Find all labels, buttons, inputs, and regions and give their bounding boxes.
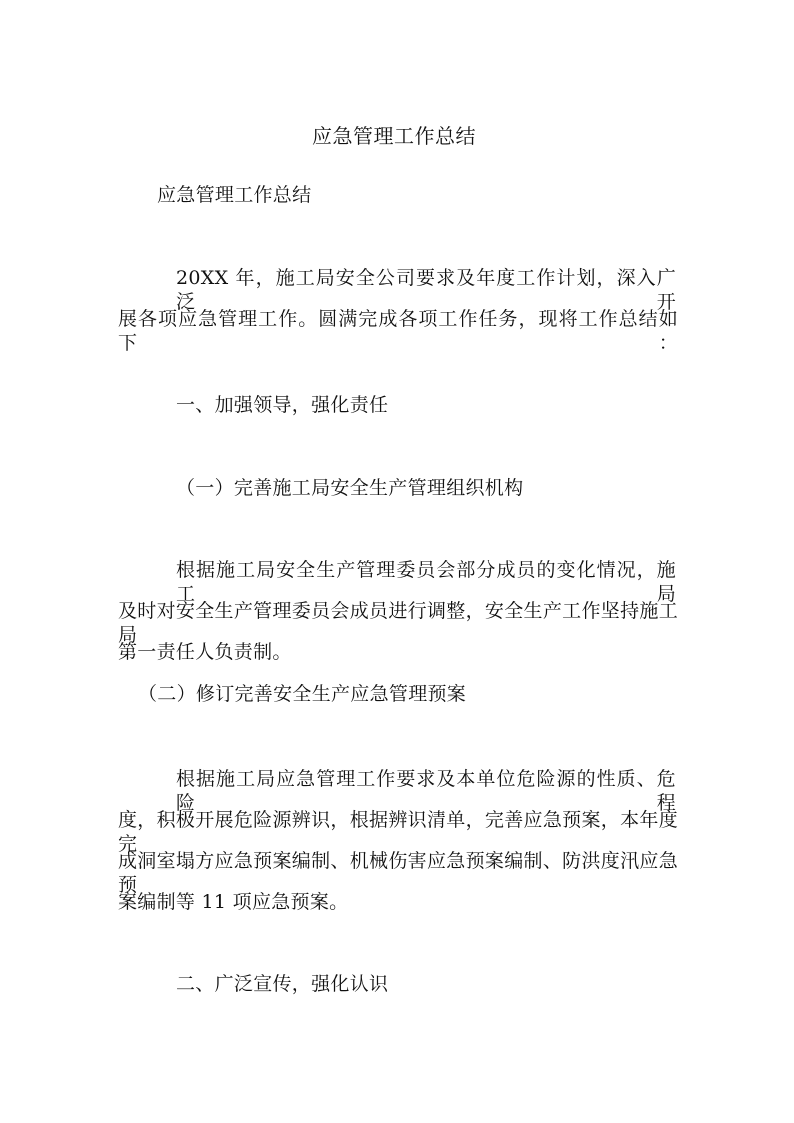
section-1-sub-2-heading: （二）修订完善安全生产应急管理预案: [138, 683, 467, 705]
section-1-sub-2-line-3: 成洞室塌方应急预案编制、机械伤害应急预案编制、防洪度汛应急预: [118, 850, 678, 896]
section-1-heading: 一、加强领导，强化责任: [176, 394, 389, 416]
section-1-sub-1-line-2: 及时对安全生产管理委员会成员进行调整，安全生产工作坚持施工局: [118, 600, 678, 646]
section-2-heading: 二、广泛宣传，强化认识: [176, 973, 389, 995]
document-title: 应急管理工作总结: [312, 124, 476, 148]
section-1-sub-1-heading: （一）完善施工局安全生产管理组织机构: [176, 477, 524, 499]
section-1-sub-1-line-1: 根据施工局安全生产管理委员会部分成员的变化情况，施工局: [176, 559, 676, 605]
intro-line-1: 20XX 年，施工局安全公司要求及年度工作计划，深入广泛开: [176, 267, 676, 313]
section-1-sub-1-line-3: 第一责任人负责制。: [118, 641, 292, 663]
section-1-sub-2-line-1: 根据施工局应急管理工作要求及本单位危险源的性质、危险程: [176, 768, 676, 814]
intro-line-2: 展各项应急管理工作。圆满完成各项工作任务，现将工作总结如下：: [118, 308, 678, 354]
document-subtitle: 应急管理工作总结: [157, 184, 312, 206]
section-1-sub-2-line-2: 度，积极开展危险源辨识，根据辨识清单，完善应急预案，本年度完: [118, 809, 678, 855]
section-1-sub-2-line-4: 案编制等 11 项应急预案。: [118, 891, 349, 913]
